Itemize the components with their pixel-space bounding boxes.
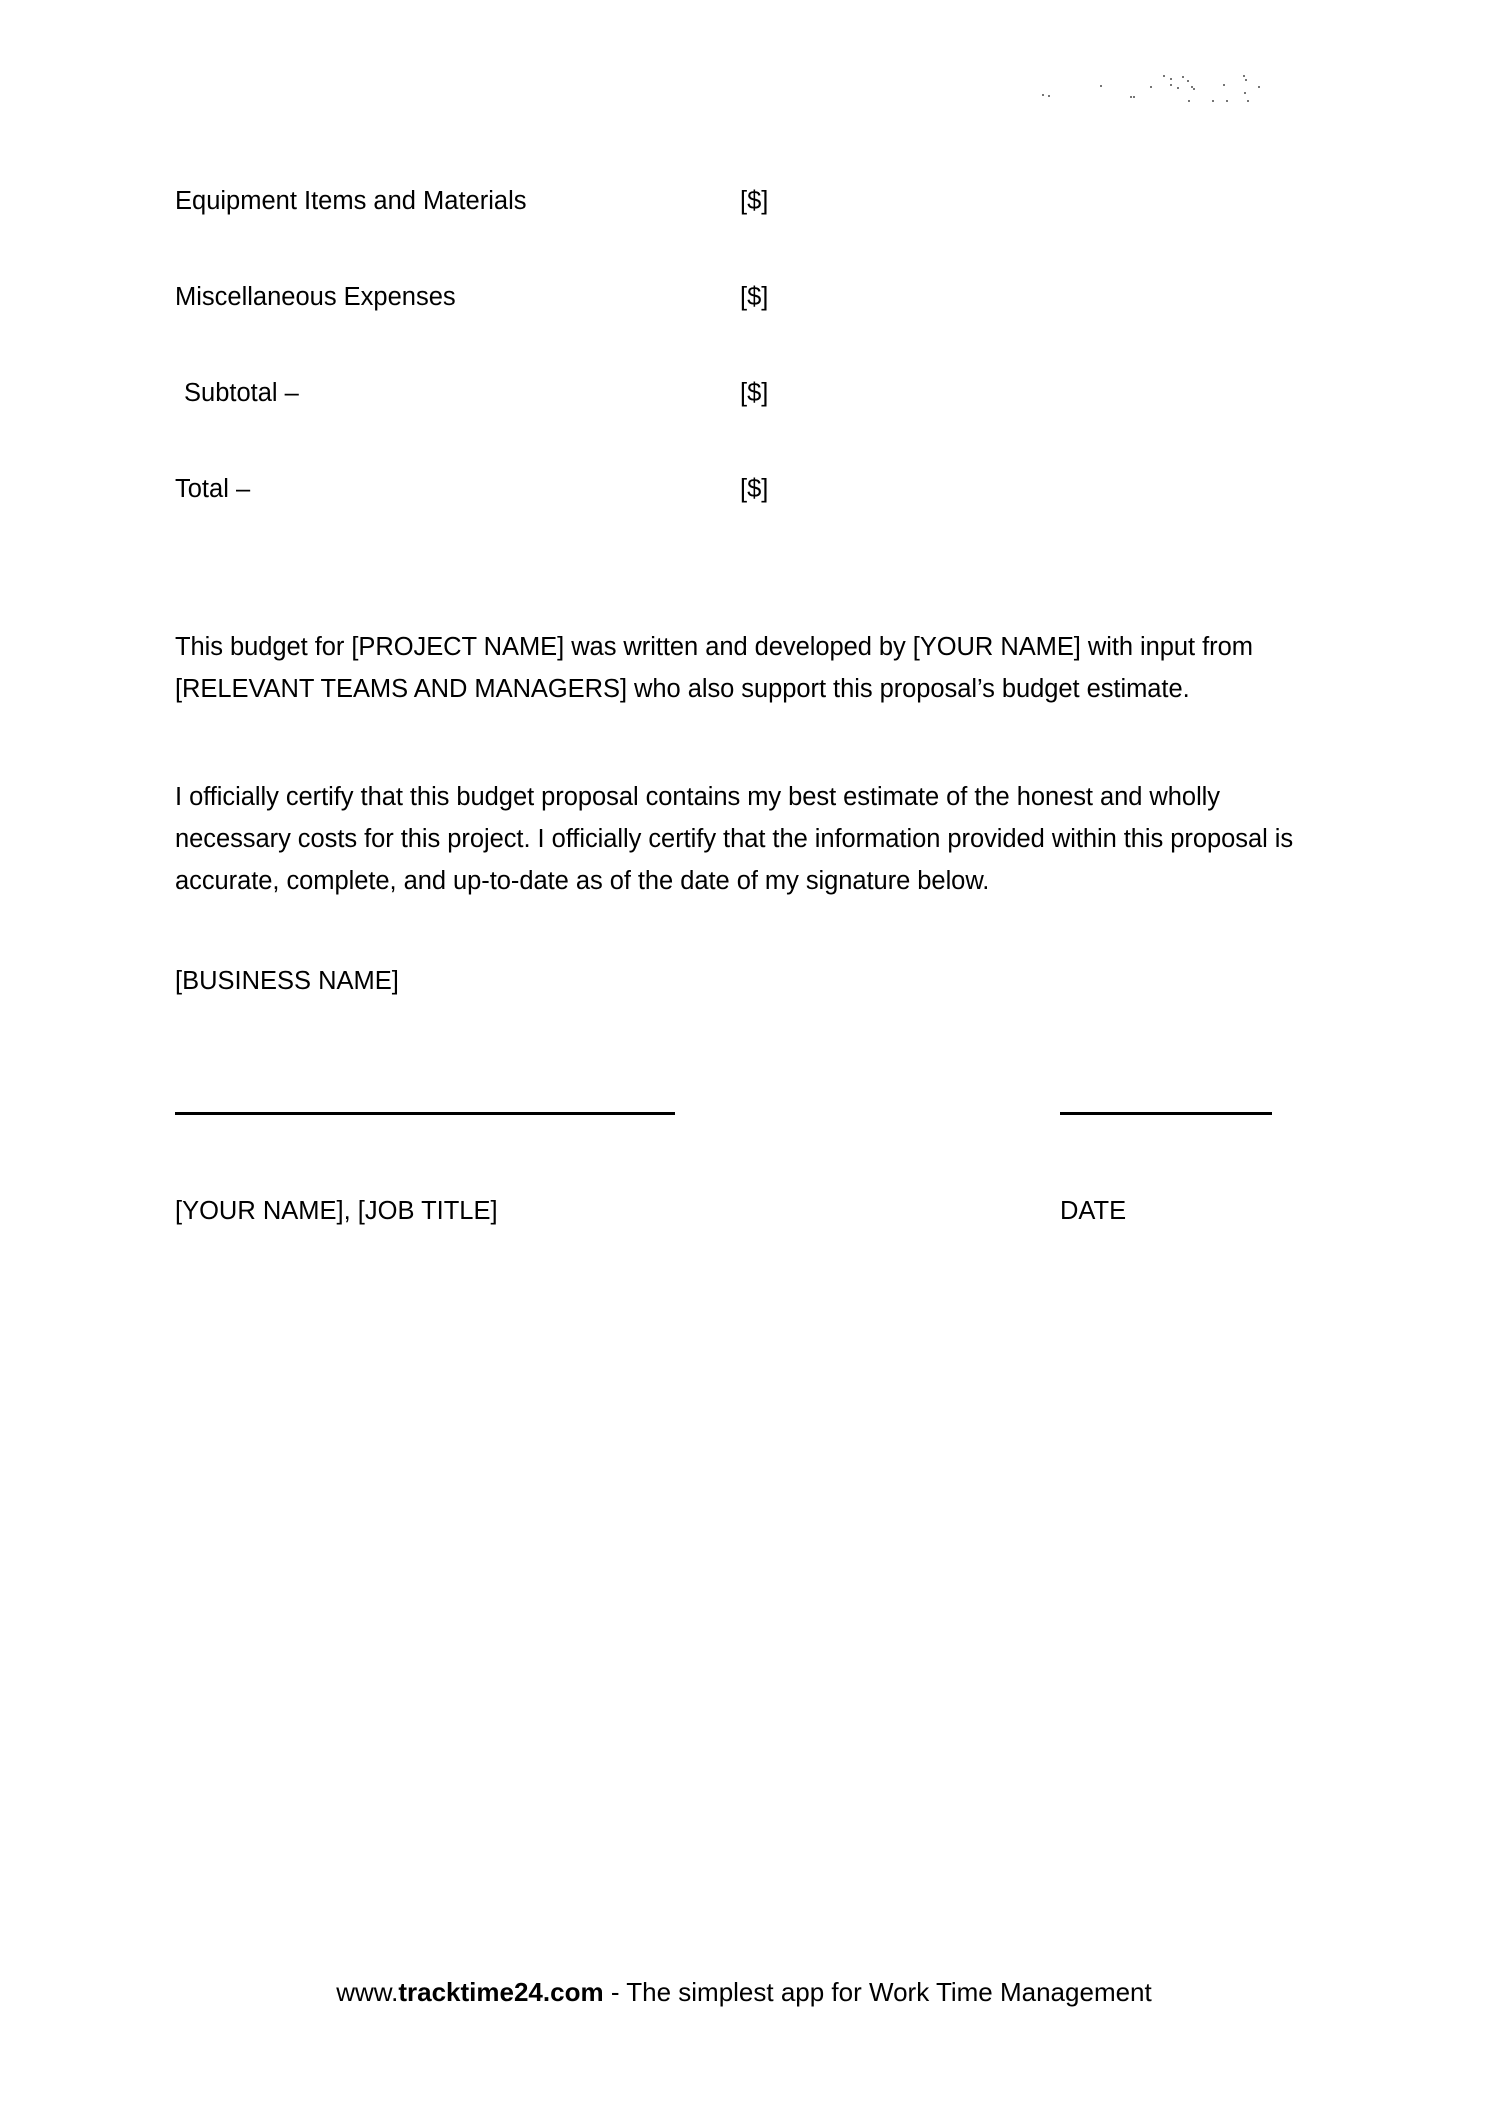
business-name-placeholder: [BUSINESS NAME] bbox=[175, 967, 399, 995]
budget-row bbox=[175, 186, 975, 282]
authorship-paragraph: This budget for [PROJECT NAME] was written and developed by [YOUR NAME] with input from [RELEVANT TEAMS AND MANAGERS] who also support this proposal’s budget estimate. bbox=[175, 632, 1253, 703]
budget-subtotal-amount: [$] bbox=[740, 379, 769, 407]
budget-item-amount: [$] bbox=[740, 187, 769, 215]
scan-speckle-artifacts bbox=[1030, 62, 1300, 112]
budget-item-label: Miscellaneous Expenses bbox=[175, 283, 456, 311]
budget-row-total bbox=[175, 474, 975, 570]
signature-label-name: [YOUR NAME], [JOB TITLE] bbox=[175, 1197, 498, 1225]
footer-tagline: - The simplest app for Work Time Management bbox=[603, 1977, 1152, 2007]
budget-line-items bbox=[175, 186, 975, 570]
footer-url-prefix: www. bbox=[336, 1977, 399, 2007]
budget-item-amount: [$] bbox=[740, 283, 769, 311]
budget-item-label: Equipment Items and Materials bbox=[175, 187, 527, 215]
budget-total-amount: [$] bbox=[740, 475, 769, 503]
signature-label-date: DATE bbox=[1060, 1197, 1127, 1225]
page-footer bbox=[0, 1975, 1488, 2009]
signature-line-name bbox=[175, 1112, 675, 1115]
signature-line-date bbox=[1060, 1112, 1272, 1115]
footer-brand: tracktime24.com bbox=[398, 1977, 604, 2007]
budget-total-label: Total – bbox=[175, 475, 251, 503]
budget-row bbox=[175, 282, 975, 378]
certification-paragraph: I officially certify that this budget proposal contains my best estimate of the honest and wholly necessary costs for this project. I officially certify that the information provided within this proposal is accurate, complete, and up-to-date as of the date of my signature below. bbox=[175, 782, 1294, 895]
budget-row-subtotal bbox=[175, 378, 975, 474]
budget-subtotal-label: Subtotal – bbox=[184, 379, 299, 407]
